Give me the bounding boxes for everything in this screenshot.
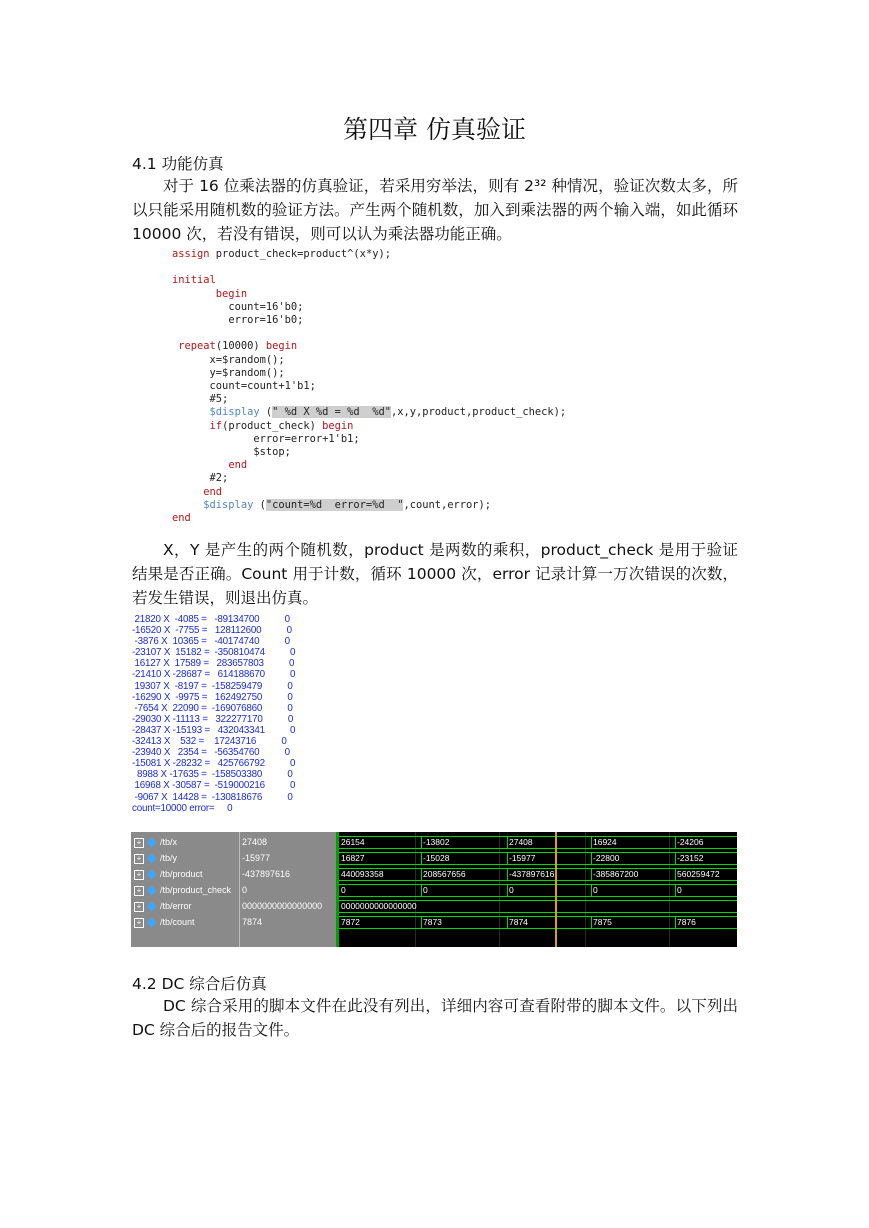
signal-name: /tb/error	[160, 901, 192, 911]
signal-cursor-value: 27408	[242, 837, 268, 847]
signal-transition	[675, 836, 676, 849]
expand-plus-icon[interactable]: +	[134, 886, 144, 896]
signal-segment-value: -13802	[423, 837, 450, 847]
console-line: -29030 X -11113 = 322277170 0	[132, 713, 294, 725]
signal-segment-value: -23152	[677, 853, 704, 863]
console-line: -23107 X 15182 = -350810474 0	[132, 647, 296, 659]
expand-plus-icon[interactable]: +	[134, 870, 144, 880]
signal-trace	[339, 851, 737, 866]
signal-segment-value: 27408	[509, 837, 533, 847]
signal-transition	[421, 884, 422, 897]
signal-name: /tb/x	[160, 837, 178, 847]
signal-transition	[507, 836, 508, 849]
expand-plus-icon[interactable]: +	[134, 854, 144, 864]
signal-segment-value: 7875	[593, 917, 612, 927]
section-heading-4-2: 4.2 DC 综合后仿真	[132, 975, 267, 993]
waveform-signal-row[interactable]	[131, 899, 192, 914]
signal-transition	[421, 836, 422, 849]
signal-transition	[675, 884, 676, 897]
waveform-signal-row[interactable]	[131, 835, 177, 850]
signal-segment-value: 7873	[423, 917, 442, 927]
signal-transition	[507, 884, 508, 897]
console-line: -3876 X 10365 = -40174740 0	[132, 636, 290, 648]
console-line: -28437 X -15193 = 432043341 0	[132, 724, 296, 736]
signal-segment-value: -15028	[423, 853, 450, 863]
signal-transition	[675, 916, 676, 929]
signal-transition	[421, 868, 422, 881]
signal-transition	[591, 852, 592, 865]
console-line: -32413 X 532 = 17243716 0	[132, 736, 287, 748]
console-line: count=10000 error= 0	[132, 802, 233, 814]
simulation-console-output	[132, 614, 295, 814]
console-line: 8988 X -17635 = -158503380 0	[132, 769, 293, 781]
signal-cursor-value: -437897616	[242, 869, 291, 879]
signal-segment-value: -15977	[509, 853, 536, 863]
expand-plus-icon[interactable]: +	[134, 838, 144, 848]
signal-diamond-icon	[147, 918, 157, 928]
console-line: -9067 X 14428 = -130818676 0	[132, 791, 293, 803]
signal-cursor-value: 0000000000000000	[242, 901, 323, 911]
signal-transition	[591, 836, 592, 849]
console-line: -16290 X -9975 = 162492750 0	[132, 691, 293, 703]
signal-diamond-icon	[147, 886, 157, 896]
waveform-cursor[interactable]	[555, 832, 557, 947]
console-line: -21410 X -28687 = 614188670 0	[132, 669, 296, 681]
paragraph-variables: X，Y 是产生的两个随机数，product 是两数的乘积，product_check 是用于验证结果是否正确。Count 用于计数，循环 10000 次，error 记录计算一万次错误的次数，若发生错误，则退出仿真。	[132, 541, 738, 607]
waveform-signal-row[interactable]	[131, 851, 177, 866]
signal-segment-value: -437897616	[509, 869, 555, 879]
signal-diamond-icon	[147, 870, 157, 880]
signal-segment-value: 0	[423, 885, 428, 895]
signal-transition	[591, 868, 592, 881]
signal-transition	[421, 916, 422, 929]
signal-transition	[675, 852, 676, 865]
signal-segment-value: -24206	[677, 837, 704, 847]
signal-diamond-icon	[147, 854, 157, 864]
signal-segment-value: 0	[677, 885, 682, 895]
signal-trace	[339, 915, 737, 930]
signal-segment-value: 16924	[593, 837, 617, 847]
signal-segment-value: -385867200	[593, 869, 639, 879]
console-line: 16127 X 17589 = 283657803 0	[132, 658, 295, 670]
signal-segment-value: 0	[509, 885, 514, 895]
console-line: -23940 X 2354 = -56354760 0	[132, 747, 290, 759]
signal-transition	[675, 868, 676, 881]
signal-trace	[339, 867, 737, 882]
console-line: 16968 X -30587 = -519000216 0	[132, 780, 296, 792]
signal-name: /tb/product_check	[160, 885, 232, 895]
console-line: -15081 X -28232 = 425766792 0	[132, 758, 296, 770]
signal-diamond-icon	[147, 902, 157, 912]
signal-segment-value: 560259472	[677, 869, 720, 879]
console-line: -16520 X -7755 = 128112600 0	[132, 625, 292, 637]
signal-cursor-value: 0	[242, 885, 248, 895]
waveform-viewer	[131, 832, 737, 947]
signal-segment-value: 7872	[341, 917, 360, 927]
signal-segment-value: 0	[341, 885, 346, 895]
paragraph-intro: 对于 16 位乘法器的仿真验证，若采用穷举法，则有 2³² 种情况，验证次数太多，所以只能采用随机数的验证方法。产生两个随机数，加入到乘法器的两个输入端，如此循环 10000 次，若没有错误，则可以认为乘法器功能正确。	[132, 177, 738, 243]
signal-transition	[591, 884, 592, 897]
signal-segment-value: 7876	[677, 917, 696, 927]
verilog-code-block: assign product_check=product^(x*y); initial begin count=16'b0; error=16'b0; repeat(10000) begin x=$random(); y=$random(); count=count+1'b1; #5; $display (" %d X %d = %d %d",x,y,product,product_check); if(product_check) begin error=error+1'b1; $stop; end #2; end $display ("count=%d error=%d ",count,error); end	[172, 248, 567, 525]
console-line: -7654 X 22090 = -169076860 0	[132, 702, 293, 714]
signal-segment-value: -22800	[593, 853, 620, 863]
signal-trace	[339, 899, 737, 914]
signal-segment-value: 16827	[341, 853, 365, 863]
signal-segment-value: 26154	[341, 837, 365, 847]
signal-transition	[507, 852, 508, 865]
waveform-signal-row[interactable]	[131, 915, 195, 930]
signal-trace	[339, 883, 737, 898]
signal-transition	[421, 852, 422, 865]
waveform-signal-row[interactable]	[131, 867, 203, 882]
signal-trace	[339, 835, 737, 850]
signal-transition	[591, 916, 592, 929]
signal-name: /tb/product	[160, 869, 203, 879]
signal-cursor-value: 7874	[242, 917, 263, 927]
signal-segment-value: 7874	[509, 917, 528, 927]
signal-name: /tb/y	[160, 853, 178, 863]
signal-segment-value: 0000000000000000	[341, 901, 417, 911]
waveform-signal-row[interactable]	[131, 883, 231, 898]
signal-cursor-value: -15977	[242, 853, 271, 863]
console-line: 19307 X -8197 = -158259479 0	[132, 680, 293, 692]
signal-segment-value: 0	[593, 885, 598, 895]
section-heading-4-1: 4.1 功能仿真	[132, 155, 224, 173]
signal-segment-value: 208567656	[423, 869, 466, 879]
paragraph-dc-synthesis: DC 综合采用的脚本文件在此没有列出，详细内容可查看附带的脚本文件。以下列出 DC 综合后的报告文件。	[132, 997, 738, 1039]
signal-transition	[507, 916, 508, 929]
expand-plus-icon[interactable]: +	[134, 918, 144, 928]
signal-segment-value: 440093358	[341, 869, 384, 879]
signal-diamond-icon	[147, 838, 157, 848]
signal-transition	[507, 868, 508, 881]
expand-plus-icon[interactable]: +	[134, 902, 144, 912]
signal-name: /tb/count	[160, 917, 195, 927]
chapter-title: 第四章 仿真验证	[343, 115, 526, 144]
console-line: 21820 X -4085 = -89134700 0	[132, 614, 290, 625]
